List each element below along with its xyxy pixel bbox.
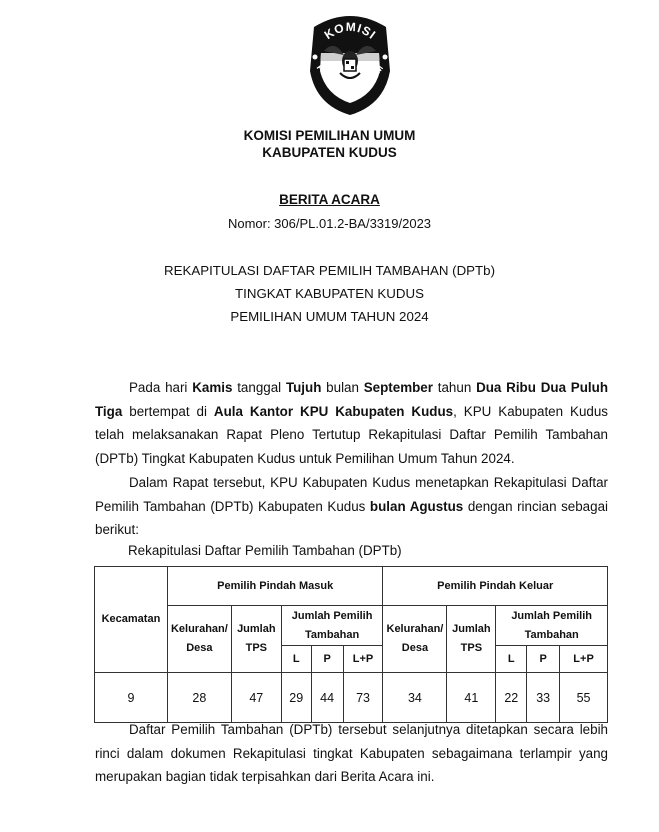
- header-masuk-lp: L+P: [343, 646, 383, 673]
- logo-bottom-text: PEMILIHAN UMUM: [314, 62, 386, 95]
- doc-title: BERITA ACARA: [279, 192, 380, 207]
- jumlah-line-1: Jumlah Pemilih: [291, 609, 373, 622]
- tps-line-2: TPS: [460, 642, 483, 654]
- cell-keluar-l: 22: [496, 673, 527, 723]
- cell-keluar-p: 33: [527, 673, 560, 723]
- header-pindah-masuk: Pemilih Pindah Masuk: [167, 567, 383, 606]
- p1-date: Tujuh: [285, 380, 322, 395]
- p2-period: bulan Agustus: [369, 498, 464, 514]
- p1-month: September: [363, 380, 433, 395]
- org-line-1: KOMISI PEMILIHAN UMUM: [243, 128, 416, 143]
- p1-year: Dua Ribu Dua Puluh Tiga: [95, 380, 608, 419]
- paragraph-3: Daftar Pemilih Tambahan (DPTb) tersebut selanjutnya ditetapkan secara lebih rinci dalam dokumen Rekapitulasi tingkat Kabupaten sebagaimana terlampir yang merupakan bagian tidak terpisahkan dari Berita Acara ini.: [95, 722, 608, 784]
- header-masuk-p: P: [311, 646, 343, 673]
- p1-venue: Aula Kantor KPU Kabupaten Kudus: [213, 403, 454, 419]
- subtitle-line-1: REKAPITULASI DAFTAR PEMILIH TAMBAHAN (DPTb): [164, 263, 495, 278]
- subtitle-line-3: PEMILIHAN UMUM TAHUN 2024: [230, 309, 429, 324]
- cell-kecamatan: 9: [95, 673, 168, 723]
- header-keluar-p: P: [527, 646, 560, 673]
- p1-text: tanggal: [232, 380, 286, 395]
- header-keluar-jumlah: [496, 606, 608, 646]
- subtitle-line-2: TINGKAT KABUPATEN KUDUS: [235, 286, 424, 301]
- rekap-table: [94, 566, 608, 723]
- kelurahan-line-2: Desa: [401, 642, 429, 654]
- cell-keluar-lp: 55: [560, 673, 608, 723]
- header-kecamatan: Kecamatan: [95, 567, 168, 673]
- header-keluar-tps: [447, 606, 496, 673]
- kelurahan-line-2: Desa: [186, 642, 213, 654]
- p1-text: tahun: [432, 380, 477, 395]
- header-keluar-lp: L+P: [560, 646, 608, 673]
- p1-day: Kamis: [192, 380, 233, 395]
- kelurahan-line-1: Kelurahan/: [386, 623, 444, 635]
- header-masuk-tps: [231, 606, 281, 673]
- org-name: [0, 127, 659, 161]
- tps-line-2: TPS: [245, 642, 268, 654]
- table-caption: Rekapitulasi Daftar Pemilih Tambahan (DPTb): [128, 543, 402, 558]
- table-row: [95, 673, 608, 723]
- header-pindah-keluar: Pemilih Pindah Keluar: [383, 567, 608, 606]
- p2-text: dengan rincian sebagai berikut:: [95, 498, 608, 537]
- p1-text: , KPU Kabupaten Kudus telah melaksanakan Rapat Pleno Tertutup Rekapitulasi Daftar Pemilih Tambahan (DPTb) Tingkat Kabupaten Kudus untuk Pemilihan Umum Tahun 2024.: [95, 403, 609, 466]
- p2-text: Dalam Rapat tersebut, KPU Kabupaten Kudus menetapkan Rekapitulasi Daftar Pemilih Tambahan (DPTb) Kabupaten Kudus: [95, 475, 608, 514]
- doc-title-wrap: [0, 191, 659, 209]
- cell-masuk-l: 29: [281, 673, 311, 723]
- tps-line-1: Jumlah: [237, 623, 276, 635]
- cell-masuk-tps: 47: [231, 673, 281, 723]
- jumlah-line-1: Jumlah Pemilih: [511, 609, 593, 622]
- cell-masuk-lp: 73: [343, 673, 383, 723]
- kelurahan-line-1: Kelurahan/: [170, 623, 228, 635]
- header-masuk-jumlah: [281, 606, 383, 646]
- cell-masuk-kelurahan: 28: [167, 673, 231, 723]
- jumlah-line-2: Tambahan: [305, 628, 360, 641]
- p1-text: Pada hari: [129, 380, 193, 395]
- doc-number: Nomor: 306/PL.01.2-BA/3319/2023: [227, 216, 432, 231]
- cell-keluar-kelurahan: 34: [383, 673, 447, 723]
- logo-top-text: KOMISI: [321, 19, 379, 43]
- doc-subtitle: [0, 259, 659, 328]
- org-line-2: KABUPATEN KUDUS: [262, 145, 397, 160]
- header-keluar-kelurahan: [383, 606, 447, 673]
- header-masuk-kelurahan: [167, 606, 231, 673]
- p1-text: bulan: [321, 380, 364, 395]
- tps-line-1: Jumlah: [452, 623, 491, 635]
- jumlah-line-2: Tambahan: [524, 628, 579, 641]
- p1-text: bertempat di: [122, 403, 214, 419]
- paragraph-2: [95, 471, 608, 542]
- kpu-logo: [304, 9, 396, 117]
- garuda-emblem-icon: [304, 9, 396, 117]
- cell-keluar-tps: 41: [447, 673, 496, 723]
- cell-masuk-p: 44: [311, 673, 343, 723]
- header-keluar-l: L: [496, 646, 527, 673]
- header-masuk-l: L: [281, 646, 311, 673]
- paragraph-1: [95, 376, 608, 470]
